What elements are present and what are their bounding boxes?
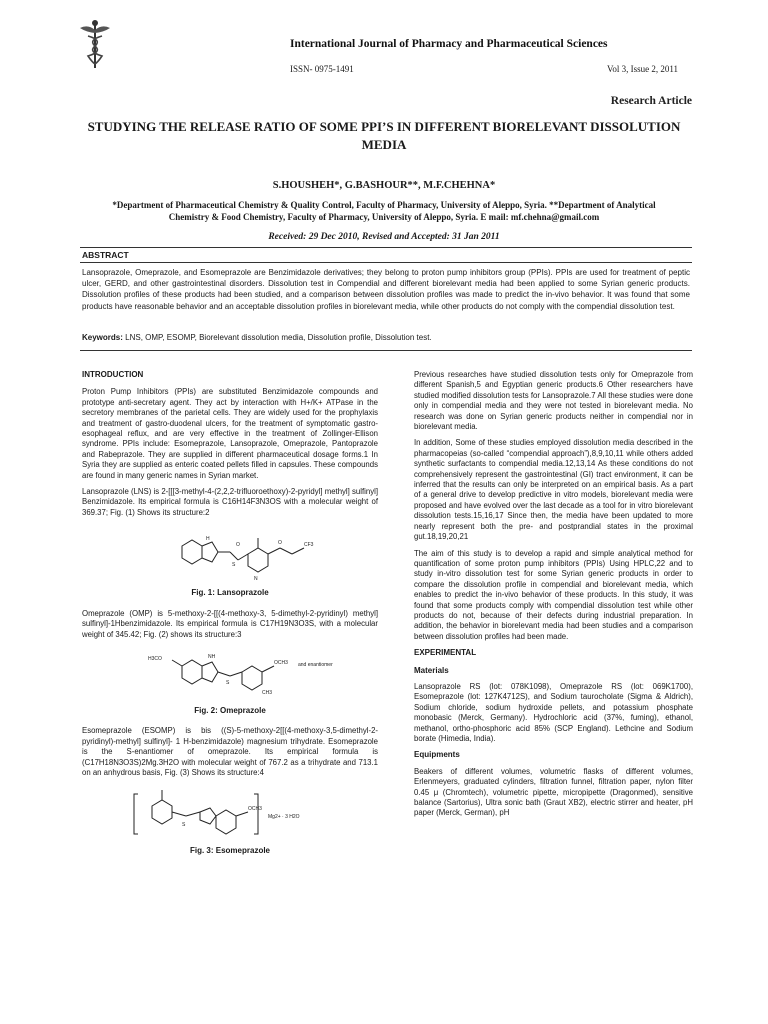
received-dates: Received: 29 Dec 2010, Revised and Accepted: 31 Jan 2011 (268, 232, 500, 242)
volume-issue: Vol 3, Issue 2, 2011 (606, 64, 678, 74)
abstract-text: Lansoprazole, Omeprazole, and Esomeprazole are Benzimidazole derivatives; they belong to proton pump inhibitors group (PPIs). PPIs are used for treatment of peptic ulcer, GERD, and other gastrointestinal disorders. Dissolution test in Compendial and different biorelevant media had been applied to some Syrian generic products. Dissolution profiles of these products had been studied, and a comparison between dissolution profiles was made to predict the in-vivo behavior. It was found that some products have reasonable behavior and an acceptable dissolution profiles in biorelevant media, while other products do not comply with the compendial dissolution test. (82, 268, 690, 311)
omeprazole-structure (82, 646, 378, 704)
affiliation-line-2: Chemistry & Food Chemistry, Faculty of Pharmacy, University of Aleppo, Syria. E mail: mf.chehna@gmail.com (168, 212, 600, 222)
experimental-heading: EXPERIMENTAL (414, 648, 477, 658)
materials-heading: Materials (414, 665, 449, 675)
intro-paragraph-2: Lansoprazole (LNS) is 2-[[[3-methyl-4-(2,2,2-trifluoroethoxy)-2-pyridyl] methyl] sulfinyl] Benzimidazole. Its empirical formula is C16H14F3N3OS with a molecular weight of 369.37; Fig. (1) Shows its structure:2 (82, 487, 378, 517)
right-paragraph-3: The aim of this study is to develop a rapid and simple analytical method for quantification of some proton pump inhibitors (PPIs) Using HPLC,22 and to study in-vitro dissolution test for some Syrian generic products in order to compare the dissolution profile in compendial and biorelevant media, which enables to predict the in-vivo behavior of these products. In this study, it was found that some products comply with compendial dissolution test while other products do not, because of their defects during industrial preparation. In addition, the behavior in biorelevant media had been studies and a comparison between dissolution profiles had been made. (414, 548, 693, 641)
fig3-label-mg: Mg2+ · 3 H2O (268, 814, 300, 821)
divider-abstract (80, 262, 692, 263)
keywords-list: LNS, OMP, ESOMP, Biorelevant dissolution media, Dissolution profile, Dissolution test. (122, 333, 432, 342)
svg-text:S: S (226, 679, 230, 686)
introduction-heading: INTRODUCTION (82, 370, 144, 379)
svg-text:O: O (236, 542, 240, 549)
divider-bottom (80, 350, 692, 351)
fig2-label-enantiomer: and enantiomer (298, 661, 333, 668)
issn: ISSN- 0975-1491 (290, 64, 354, 74)
intro-paragraph-1: Proton Pump Inhibitors (PPIs) are substituted Benzimidazole compounds and prototype anti-secretary agent. They act by interaction with H+/K+ ATPase in the secretory membranes of the parietal cells. They are widely used for the prophylaxis and treatment of gastro-duodenal ulcers, for the treatment of symptomatic gastro-esophageal reflux, and are very effective in the treatment of Zollinger-Ellison syndrome. PPIs include: Esomeprazole, Lansoprazole, Omeprazole, Pantoprazole and Rabeprazole. They are supplied in different pharmaceutical dosage forms.1 In Syria they are supplied as enteric coated pellets filled in capsules. These compounds are found in many generic names in Syrian market. (82, 387, 378, 480)
divider-top (80, 247, 692, 248)
esomeprazole-structure (82, 784, 378, 844)
equipments-heading: Equipments (414, 750, 460, 760)
svg-text:N: N (254, 576, 258, 583)
svg-text:O: O (278, 540, 282, 547)
affiliation-line-1: *Department of Pharmaceutical Chemistry & Quality Control, Faculty of Pharmacy, University of Aleppo, Syria. **Department of Analytical (112, 200, 656, 210)
svg-text:S: S (232, 562, 236, 569)
journal-logo-icon (74, 18, 116, 70)
right-paragraph-1: Previous researches have studied dissolution tests only for Omeprazole from different Spanish,5 and Egyptian generic products.6 Other researchers have studied modified dissolution tests for Lansoprazole.7 All these studies were done only in compendial media and they were not tested in biorelevant media. No research was done on Syrian generic products neither in compendial nor in biorelevant media. (414, 370, 693, 432)
materials-paragraph: Lansoprazole RS (lot: 078K1098), Omeprazole RS (lot: 069K1700), Esomeprazole (lot: 127K4712S), and Sodium taurocholate (Sigma & Aldrich), Sodium chloride, sodium hydroxide pellets, and potassium phosphate monobasic (Merck, Germany). Hydrochloric acid (37%, fuming), ethanol, methanol, ortho-phosphoric acid 85% (SCP England). Lethcine and Sodium borate (Himedia, India). (414, 681, 693, 743)
authors: S.HOUSHEH*, G.BASHOUR**, M.F.CHEHNA* (272, 180, 496, 191)
svg-text:OCH3: OCH3 (248, 806, 262, 813)
svg-text:H: H (206, 536, 210, 543)
abstract-heading: ABSTRACT (82, 250, 129, 260)
left-column (82, 370, 378, 867)
intro-paragraph-4: Esomeprazole (ESOMP) is bis ((S)-5-methoxy-2[[(4-methoxy-3,5-dimethyl-2-pyridinyl)-methyl] sulfinyl]- 1 H-benzimidazole) magnesium trihydrate. Esomeprazole is the S-enantiomer of omeprazole. Its empirical formula is (C17H18N3O3S)2Mg.3H2O with molecular weight of 767.2 as a trihydrate and 713.1 on an anhydrous basis, Fig. (3) Shows its structure:4 (82, 726, 378, 777)
figure-3-caption: Fig. 3: Esomeprazole (189, 846, 271, 856)
figure-1-caption: Fig. 1: Lansoprazole (191, 588, 269, 598)
intro-paragraph-3: Omeprazole (OMP) is 5-methoxy-2-[[(4-methoxy-3, 5-dimethyl-2-pyridinyl) methyl] sulfinyl]-1Hbenzimidazole. Its empirical formula is C17H19N3O3S, with a molecular weight of 345.42; Fig. (2) shows its structure:3 (82, 608, 378, 639)
affiliations (80, 199, 688, 223)
keywords-label: Keywords: (82, 333, 123, 342)
keywords (82, 333, 690, 342)
figure-2-caption: Fig. 2: Omeprazole (194, 705, 266, 715)
journal-name: International Journal of Pharmacy and Pharmaceutical Sciences (290, 38, 608, 50)
article-title: STUDYING THE RELEASE RATIO OF SOME PPI’S IN DIFFERENT BIORELEVANT DISSOLUTION MEDIA (87, 119, 681, 152)
fig2-label-ch3: CH3 (262, 689, 273, 696)
fig2-label-och3: OCH3 (274, 659, 288, 666)
lansoprazole-structure (82, 524, 378, 586)
article-type: Research Article (610, 95, 692, 107)
fig2-label-methoxy: H3CO (148, 655, 162, 662)
svg-text:CF3: CF3 (304, 542, 314, 549)
right-column (414, 370, 693, 825)
right-paragraph-2: In addition, Some of these studies employed dissolution media described in the pharmacopeias (so-called “compendial approach”),8,9,10,11 while others added synthetic surfactants to compendial media.12,13,14 As these conditions do not comprehensively represent the gastrointestinal (GI) tract environment, it can be inferred that the results can only be interpreted on an empirical basis. As a part of a general drive to develop predictive in vitro models, biorelevant media were proposed and have evolved over the last decade as a tool for in vitro biorelevant dissolution tests.15,16,17 Since then, the media have been updated to more nearly represent both the pre- and postprandial states in the proximal gut.18,19,20,21 (414, 438, 693, 542)
fig2-label-nh: NH (208, 653, 216, 660)
equipments-paragraph: Beakers of different volumes, volumetric flasks of different volumes, Erlenmeyers, graduated cylinders, filtration funnel, filtration paper, nylon filter 0.45 μ (Chromtech), volumetric pipette, micropipette (Dragonmed), sensitive balance (Sartorius), Ultra sonic bath (Graut XB2), electric stirrer and heater, pH paper (Merck, German), pH (414, 766, 693, 818)
svg-text:S: S (182, 822, 186, 829)
